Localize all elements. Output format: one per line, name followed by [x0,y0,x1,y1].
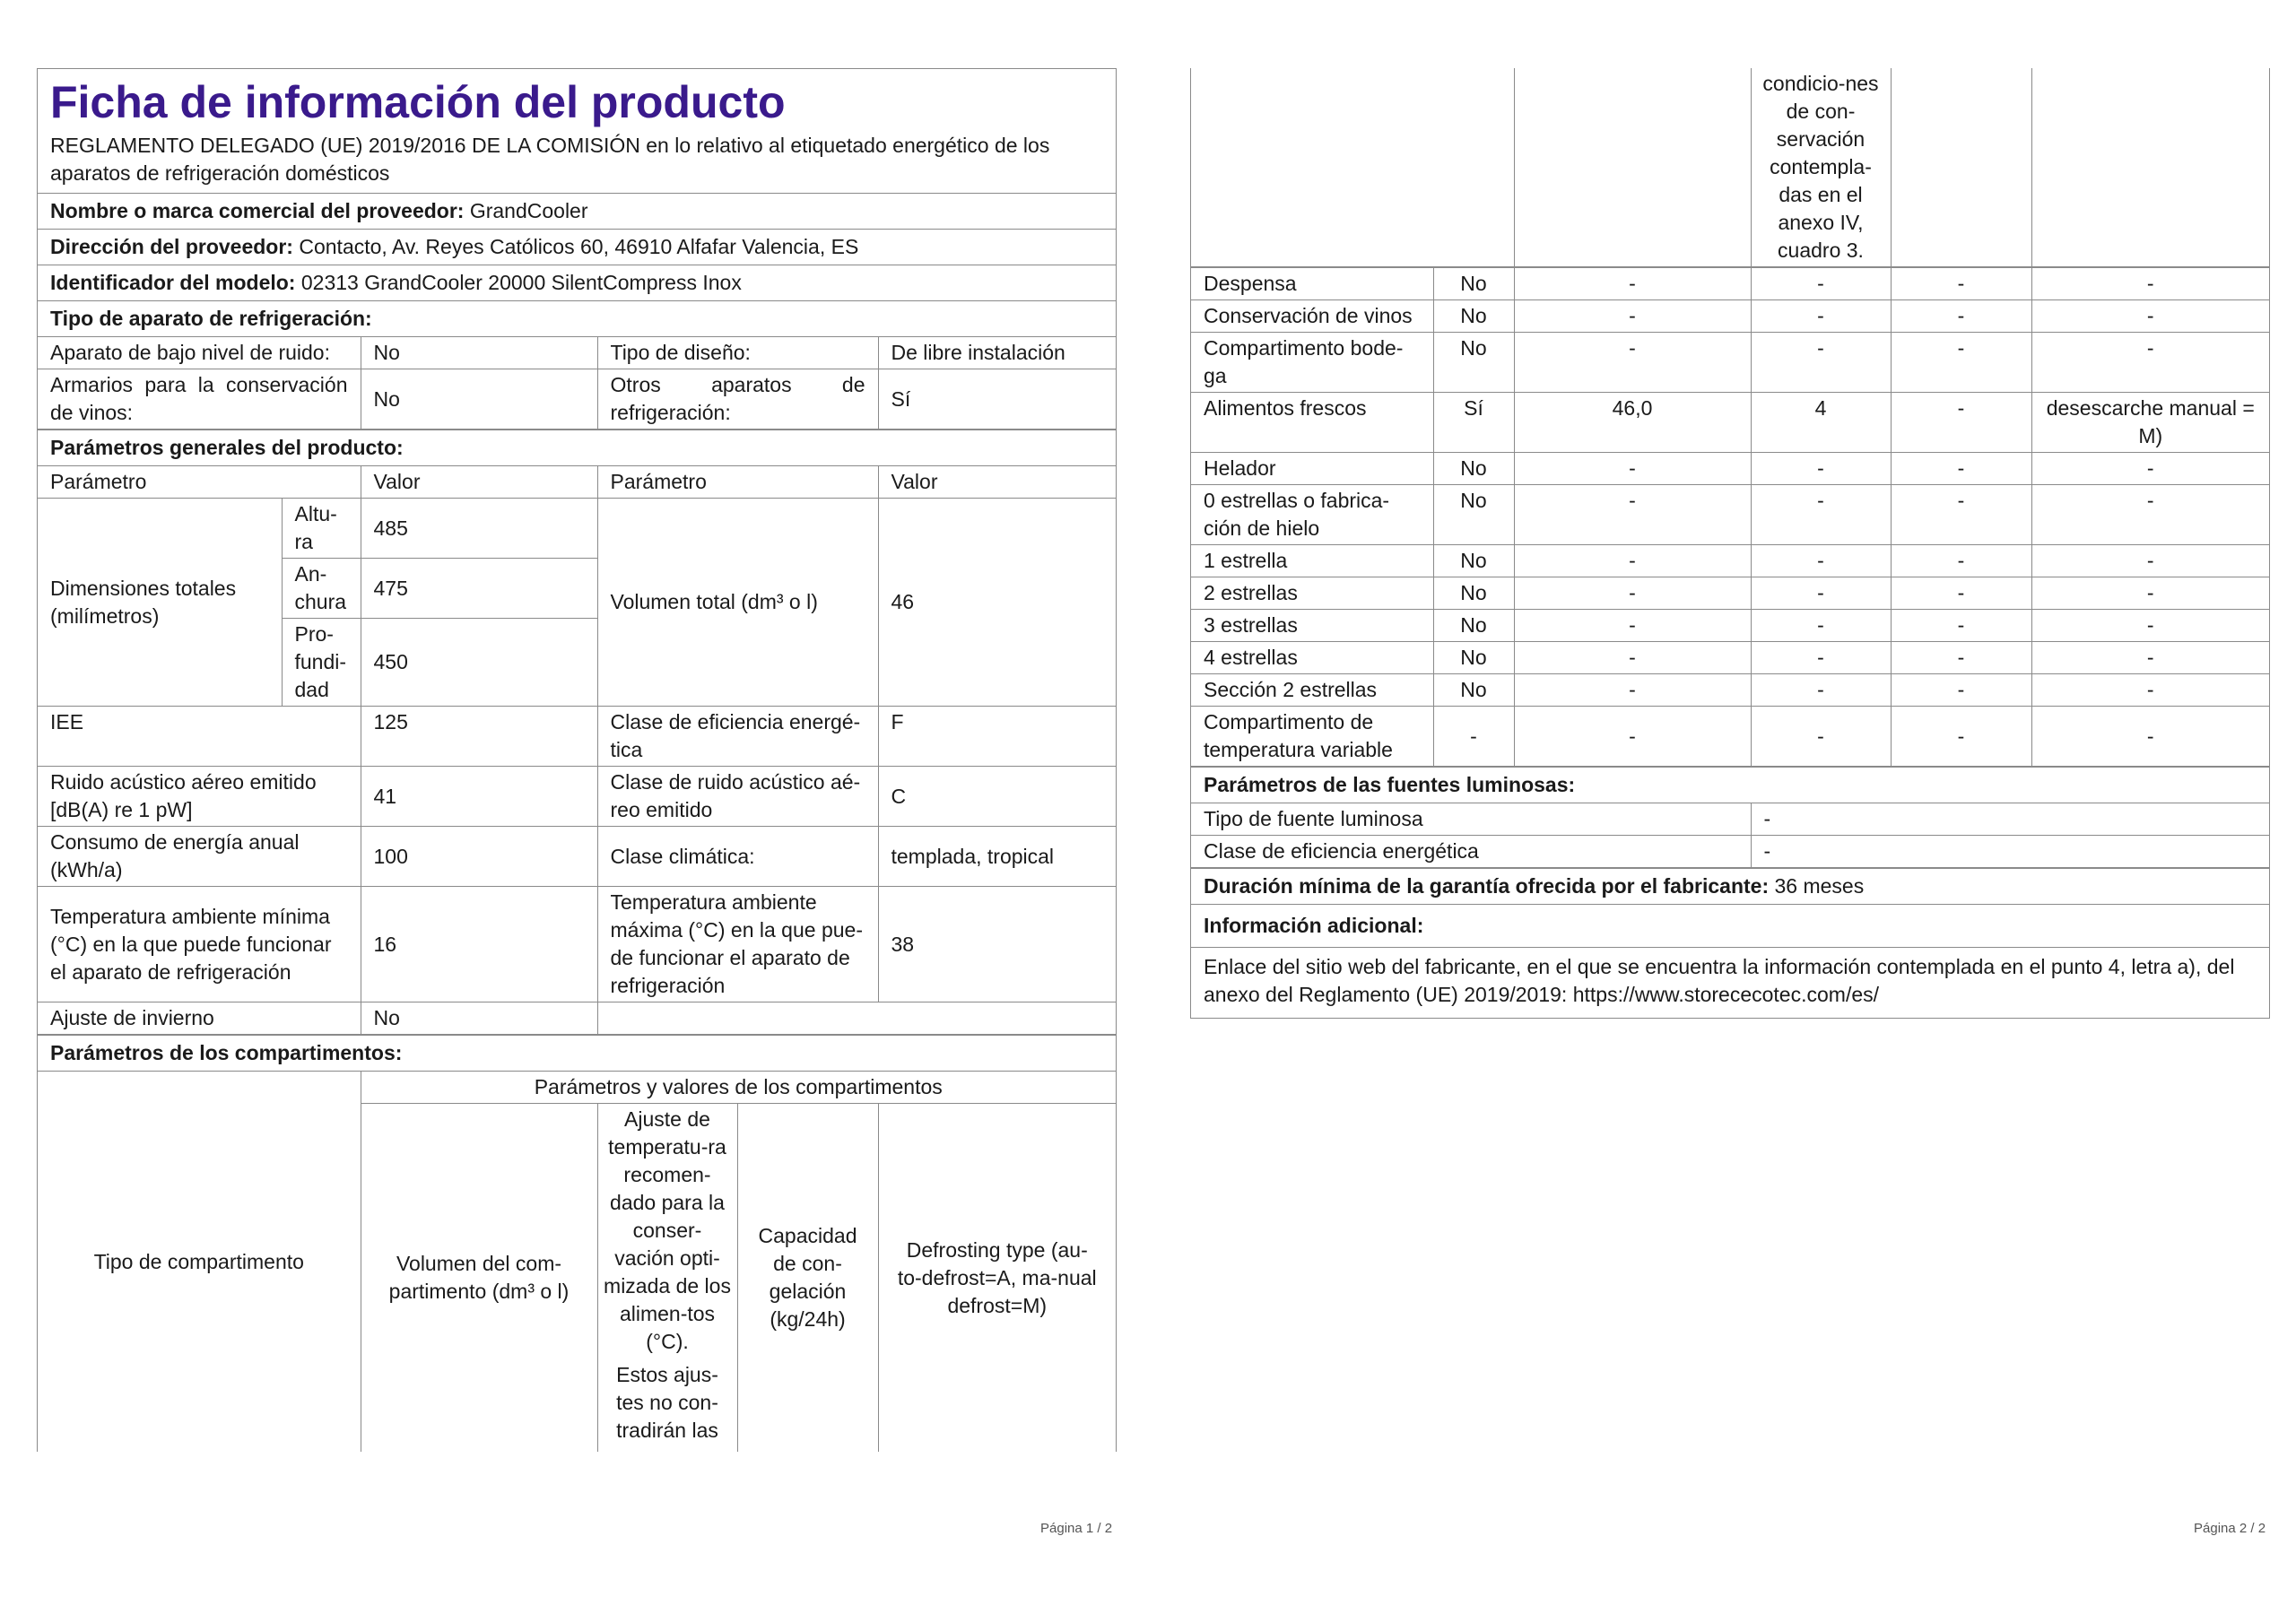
compartment-volume: - [1514,610,1751,642]
volume-label: Volumen total (dm³ o l) [597,499,878,707]
dimension-value: 475 [361,559,597,619]
supplier-name-value: GrandCooler [469,199,588,222]
compartment-freeze: - [1891,453,2031,485]
param-label: Clase climática: [597,827,878,887]
table-row [1191,545,2269,577]
table-row [1191,642,2269,674]
table-row [1191,803,2269,836]
compartment-present: No [1433,674,1514,707]
compartments-header-table [38,1071,1116,1452]
table-row [38,887,1116,1002]
additional-info-heading: Información adicional: [1191,904,2269,947]
appliance-type-table [38,336,1116,430]
param-value: 125 [361,707,597,767]
compartment-freeze: - [1891,300,2031,333]
compartment-defrost: - [2031,577,2269,610]
page-number: Página 2 / 2 [2194,1521,2266,1536]
table-row [1191,333,2269,393]
table-row [38,337,1116,369]
model-value: 02313 GrandCooler 20000 SilentCompress Inox [300,271,742,294]
model-label: Identificador del modelo: [50,271,296,294]
supplier-address-row [38,229,1116,265]
compartment-defrost: - [2031,674,2269,707]
compartment-freeze: - [1891,674,2031,707]
empty-cell [597,1002,1116,1035]
compartment-freeze: - [1891,610,2031,642]
compartment-temp: - [1751,453,1891,485]
compartment-volume: - [1514,485,1751,545]
light-value: - [1751,803,2269,836]
compartment-volume: - [1514,642,1751,674]
compartment-volume: - [1514,453,1751,485]
compartments-table [1191,68,2269,267]
dimension-label: Altu-ra [282,499,361,559]
dimension-value: 485 [361,499,597,559]
compartment-temp: - [1751,300,1891,333]
param-label: Temperatura ambiente máxima (°C) en la que pue-de funcionar el aparato de refrigeración [597,887,878,1002]
compartment-freeze-header: Capacidad de con-gelación (kg/24h) [737,1104,878,1453]
table-row [1191,300,2269,333]
compartment-volume: - [1514,545,1751,577]
compartment-volume: - [1514,577,1751,610]
general-params-table [38,465,1116,1035]
compartment-name: Compartimento bode-ga [1191,333,1433,393]
compartment-defrost: - [2031,610,2269,642]
empty-cell [1191,68,1514,267]
type-value: Sí [878,369,1116,430]
table-row [1191,577,2269,610]
type-label: Otros aparatos de refrigeración: [597,369,878,430]
column-header: Valor [361,466,597,499]
table-header-row [38,1072,1116,1104]
compartment-freeze: - [1891,577,2031,610]
compartment-temp-header-note: Estos ajus-tes no con-tradirán las [616,1363,718,1442]
table-row [1191,674,2269,707]
volume-value: 46 [878,499,1116,707]
compartments-body-table [1191,267,2269,767]
compartment-freeze: - [1891,393,2031,453]
additional-info-row [1191,947,2269,1018]
winter-label: Ajuste de invierno [38,1002,361,1035]
table-row [38,767,1116,827]
compartment-present: No [1433,545,1514,577]
dimension-label: Pro-fundi-dad [282,619,361,707]
compartment-temp-header [597,1104,737,1453]
compartment-name: Helador [1191,453,1433,485]
winter-value: No [361,1002,597,1035]
compartment-name: Sección 2 estrellas [1191,674,1433,707]
compartment-temp: - [1751,674,1891,707]
table-row [38,707,1116,767]
compartment-present: Sí [1433,393,1514,453]
column-header: Parámetro [38,466,361,499]
page-2 [1190,68,2270,1019]
table-row [1191,485,2269,545]
empty-cell [1514,68,1751,267]
param-value: C [878,767,1116,827]
compartment-name: 4 estrellas [1191,642,1433,674]
supplier-name-row [38,193,1116,229]
compartment-type-header: Tipo de compartimento [38,1072,361,1453]
supplier-name-label: Nombre o marca comercial del proveedor: [50,199,465,222]
compartment-temp-header-continued: condicio-nes de con-servación contempla-das en el anexo IV, cuadro 3. [1751,68,1891,267]
compartment-volume: - [1514,268,1751,300]
page-number: Página 1 / 2 [1040,1521,1113,1536]
compartment-defrost: - [2031,268,2269,300]
param-label: Ruido acústico aéreo emitido [dB(A) re 1 pW] [38,767,361,827]
param-label: IEE [38,707,361,767]
dimension-label: An-chura [282,559,361,619]
compartment-present: No [1433,333,1514,393]
compartment-defrost: - [2031,333,2269,393]
compartment-freeze: - [1891,642,2031,674]
compartments-heading: Parámetros de los compartimentos: [38,1035,1116,1071]
table-row [38,827,1116,887]
compartment-volume-header: Volumen del com-partimento (dm³ o l) [361,1104,597,1453]
compartment-defrost: - [2031,545,2269,577]
dimensions-label: Dimensiones totales (milímetros) [38,499,282,707]
compartment-name: Despensa [1191,268,1433,300]
type-label: Tipo de diseño: [597,337,878,369]
type-value: No [361,337,597,369]
compartment-present: No [1433,300,1514,333]
compartment-name: 3 estrellas [1191,610,1433,642]
compartment-name: 1 estrella [1191,545,1433,577]
table-row [1191,268,2269,300]
compartment-present: No [1433,485,1514,545]
compartment-volume: - [1514,707,1751,767]
light-sources-table [1191,803,2269,868]
general-params-heading: Parámetros generales del producto: [38,430,1116,465]
compartment-temp: - [1751,485,1891,545]
compartment-present: No [1433,577,1514,610]
light-label: Clase de eficiencia energética [1191,836,1751,868]
sheet-header [38,69,1116,193]
additional-info-text: Enlace del sitio web del fabricante, en el que se encuentra la información contemplada en el punto 4, letra a), del anexo del Reglamento (UE) 2019/2019: [1204,955,2235,1006]
empty-cell [1891,68,2031,267]
param-value: 100 [361,827,597,887]
column-header: Parámetro [597,466,878,499]
compartment-defrost: - [2031,453,2269,485]
compartment-present: No [1433,453,1514,485]
param-label: Clase de ruido acústico aé-reo emitido [597,767,878,827]
compartment-freeze: - [1891,545,2031,577]
param-value: templada, tropical [878,827,1116,887]
param-value: 16 [361,887,597,1002]
compartment-temp: - [1751,610,1891,642]
compartment-present: No [1433,268,1514,300]
compartment-present: No [1433,642,1514,674]
appliance-type-heading: Tipo de aparato de refrigeración: [38,300,1116,336]
table-row [1191,393,2269,453]
product-info-sheet-continued [1190,68,2270,1019]
compartment-freeze: - [1891,707,2031,767]
type-label: Aparato de bajo nivel de ruido: [38,337,361,369]
compartment-temp: - [1751,577,1891,610]
dimension-value: 450 [361,619,597,707]
compartment-volume: - [1514,300,1751,333]
table-header-row [38,466,1116,499]
compartment-defrost-header: Defrosting type (au-to-defrost=A, ma-nual defrost=M) [878,1104,1116,1453]
type-value: De libre instalación [878,337,1116,369]
compartment-name: Compartimento de temperatura variable [1191,707,1433,767]
compartment-defrost: - [2031,485,2269,545]
param-value: 41 [361,767,597,827]
compartment-volume: 46,0 [1514,393,1751,453]
table-row [1191,453,2269,485]
table-row [38,1002,1116,1035]
compartment-temp: - [1751,545,1891,577]
product-info-sheet [37,68,1117,1452]
supplier-address-value: Contacto, Av. Reyes Católicos 60, 46910 Alfafar Valencia, ES [299,235,859,258]
compartment-present: No [1433,610,1514,642]
compartment-name: 0 estrellas o fabrica-ción de hielo [1191,485,1433,545]
compartment-name: Alimentos frescos [1191,393,1433,453]
compartment-temp: - [1751,642,1891,674]
table-row [1191,836,2269,868]
table-header-row [1191,68,2269,267]
compartment-group-header: Parámetros y valores de los compartimentos [361,1072,1116,1104]
compartment-temp: - [1751,268,1891,300]
warranty-value: 36 meses [1774,874,1865,898]
compartment-volume: - [1514,674,1751,707]
compartment-freeze: - [1891,268,2031,300]
type-label: Armarios para la conservación de vinos: [38,369,361,430]
regulation-subtitle: REGLAMENTO DELEGADO (UE) 2019/2016 DE LA COMISIÓN en lo relativo al etiquetado energético de los aparatos de refrigeración domésticos [50,134,1050,185]
compartment-freeze: - [1891,485,2031,545]
manufacturer-link[interactable]: https://www.storececotec.com/es/ [1572,983,1880,1006]
compartment-defrost: - [2031,642,2269,674]
type-value: No [361,369,597,430]
light-label: Tipo de fuente luminosa [1191,803,1751,836]
param-label: Consumo de energía anual (kWh/a) [38,827,361,887]
compartment-defrost: desescarche manual = M) [2031,393,2269,453]
compartment-present: - [1433,707,1514,767]
table-row [38,369,1116,430]
compartment-temp: - [1751,333,1891,393]
table-row [1191,610,2269,642]
page-title: Ficha de información del producto [50,77,786,127]
model-row [38,265,1116,300]
compartment-temp-header-text: Ajuste de temperatu-ra recomen-dado para la conser-vación opti-mizada de los alimen-tos (°C). [604,1107,731,1353]
warranty-label: Duración mínima de la garantía ofrecida por el fabricante: [1204,874,1770,898]
light-sources-heading: Parámetros de las fuentes luminosas: [1191,767,2269,803]
column-header: Valor [878,466,1116,499]
compartment-defrost: - [2031,300,2269,333]
param-label: Clase de eficiencia energé-tica [597,707,878,767]
param-label: Temperatura ambiente mínima (°C) en la que puede funcionar el aparato de refrigeración [38,887,361,1002]
page-1 [37,68,1117,1452]
compartment-volume: - [1514,333,1751,393]
compartment-name: Conservación de vinos [1191,300,1433,333]
compartment-defrost: - [2031,707,2269,767]
supplier-address-label: Dirección del proveedor: [50,235,293,258]
param-value: F [878,707,1116,767]
compartment-name: 2 estrellas [1191,577,1433,610]
compartment-temp: - [1751,707,1891,767]
compartment-freeze: - [1891,333,2031,393]
table-row [38,499,1116,559]
table-row [1191,707,2269,767]
empty-cell [2031,68,2269,267]
compartment-temp: 4 [1751,393,1891,453]
param-value: 38 [878,887,1116,1002]
light-value: - [1751,836,2269,868]
warranty-row [1191,868,2269,904]
